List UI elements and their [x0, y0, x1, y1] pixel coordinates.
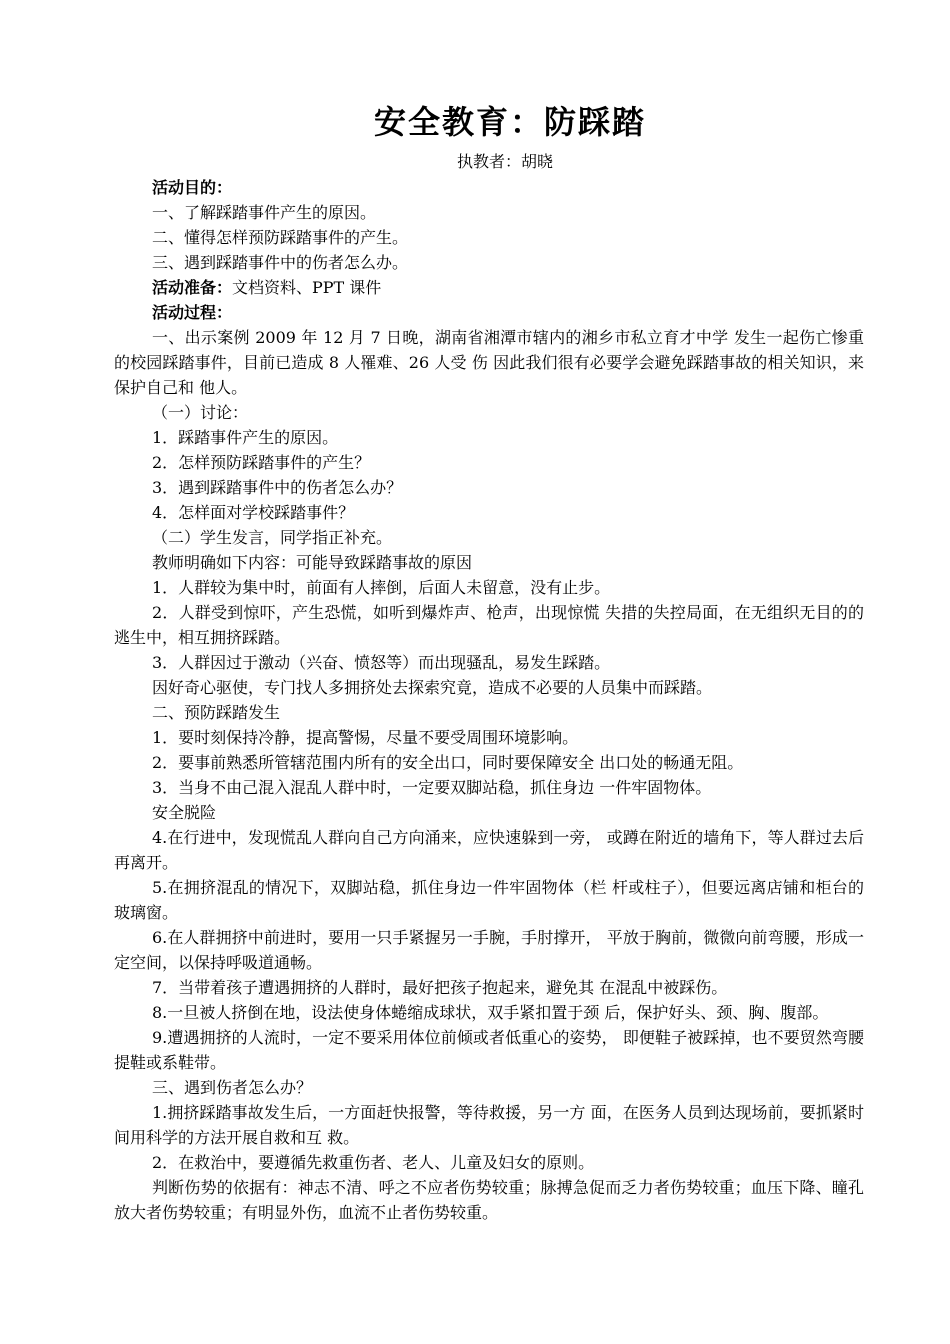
paragraph: 二、预防踩踏发生 [152, 703, 281, 722]
paragraph: 判断伤势的依据有：神志不清、呼之不应者伤势较重；脉搏急促而乏力者伤势较重；血压下降、瞳孔放大者伤势较重；有明显外伤，血流不止者伤势较重。 [114, 1178, 864, 1222]
paragraph: 安全脱险 [152, 803, 217, 822]
paragraph: 4.在行进中，发现慌乱人群向自己方向涌来，应快速躲到一旁， 或蹲在附近的墙角下，等人群过去后再离开。 [114, 828, 864, 872]
prep-heading: 活动准备： [152, 278, 233, 297]
paragraph: 一、出示案例 2009 年 12 月 7 日晚，湖南省湘潭市辖内的湘乡市私立育才中学 发生一起伤亡惨重的校园踩踏事件，目前已造成 8 人罹难、26 人受 伤 因此我们很有必要学会避免踩踏事故的相关知识，来保护自己和 他人。 [114, 328, 864, 397]
paragraph: 2．要事前熟悉所管辖范围内所有的安全出口，同时要保障安全 出口处的畅通无阻。 [152, 753, 744, 772]
document-body [114, 175, 864, 1225]
prep-text: 文档资料、PPT 课件 [232, 278, 382, 297]
purpose-item: 二、懂得怎样预防踩踏事件的产生。 [152, 228, 409, 247]
paragraph: 1．要时刻保持冷静，提高警惕，尽量不要受周围环境影响。 [152, 728, 579, 747]
document-title: 安全教育：防踩踏 [373, 103, 646, 141]
process-heading: 活动过程： [152, 303, 233, 322]
paragraph: 3．人群因过于激动（兴奋、愤怒等）而出现骚乱，易发生踩踏。 [152, 653, 611, 672]
paragraph: 1．踩踏事件产生的原因。 [152, 428, 339, 447]
paragraph: 因好奇心驱使，专门找人多拥挤处去探索究竟，造成不必要的人员集中而踩踏。 [152, 678, 713, 697]
paragraph: （一）讨论： [152, 403, 249, 422]
paragraph: 1.拥挤踩踏事故发生后，一方面赶快报警，等待救援，另一方 面，在医务人员到达现场前，要抓紧时间用科学的方法开展自救和互 救。 [114, 1103, 864, 1147]
paragraph: （二）学生发言，同学指正补充。 [152, 528, 393, 547]
paragraph: 4．怎样面对学校踩踏事件？ [152, 503, 355, 522]
prep-line [114, 275, 864, 300]
purpose-item: 三、遇到踩踏事件中的伤者怎么办。 [152, 253, 409, 272]
paragraph: 3．当身不由己混入混乱人群中时，一定要双脚站稳，抓住身边 一件牢固物体。 [152, 778, 712, 797]
paragraph: 教师明确如下内容：可能导致踩踏事故的原因 [152, 553, 473, 572]
purpose-item: 一、了解踩踏事件产生的原因。 [152, 203, 377, 222]
paragraph: 9.遭遇拥挤的人流时，一定不要采用体位前倾或者低重心的姿势， 即便鞋子被踩掉，也不要贸然弯腰提鞋或系鞋带。 [114, 1028, 864, 1072]
paragraph: 6.在人群拥挤中前进时，要用一只手紧握另一手腕，手肘撑开， 平放于胸前，微微向前弯腰，形成一定空间，以保持呼吸道通畅。 [114, 928, 864, 972]
paragraph: 2．怎样预防踩踏事件的产生？ [152, 453, 371, 472]
paragraph: 5.在拥挤混乱的情况下，双脚站稳，抓住身边一件牢固物体（栏 杆或柱子），但要远离店铺和柜台的玻璃窗。 [114, 878, 864, 922]
paragraph: 8.一旦被人挤倒在地，设法使身体蜷缩成球状，双手紧扣置于颈 后，保护好头、颈、胸、腹部。 [152, 1003, 829, 1022]
paragraph: 2．在救治中，要遵循先救重伤者、老人、儿童及妇女的原则。 [152, 1153, 595, 1172]
purpose-heading: 活动目的： [152, 178, 233, 197]
paragraph: 三、遇到伤者怎么办？ [152, 1078, 313, 1097]
paragraph: 1．人群较为集中时，前面有人摔倒，后面人未留意，没有止步。 [152, 578, 611, 597]
document-author: 执教者：胡晓 [456, 152, 553, 171]
paragraph: 3．遇到踩踏事件中的伤者怎么办？ [152, 478, 403, 497]
paragraph: 7．当带着孩子遭遇拥挤的人群时，最好把孩子抱起来，避免其 在混乱中被踩伤。 [152, 978, 728, 997]
paragraph: 2．人群受到惊吓，产生恐慌，如听到爆炸声、枪声，出现惊慌 失措的失控局面，在无组织无目的的逃生中，相互拥挤踩踏。 [114, 603, 864, 647]
